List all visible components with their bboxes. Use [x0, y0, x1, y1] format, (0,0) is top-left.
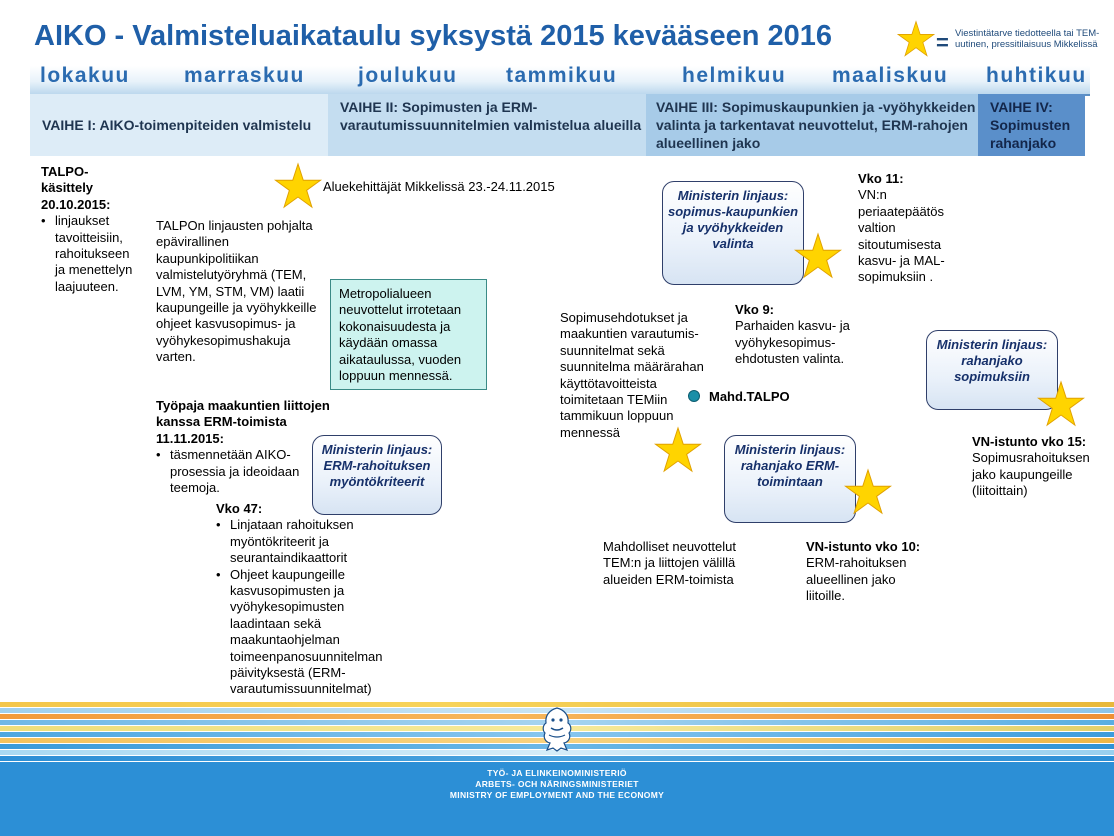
lion-emblem-icon	[537, 704, 577, 754]
milestone-dot-icon	[688, 390, 700, 402]
talpo-block	[41, 164, 136, 295]
phase-1: VAIHE I: AIKO-toimenpiteiden valmistelu	[30, 94, 328, 156]
metropoli-box: Metropolialueen neuvottelut irrotetaan kokonaisuudesta ja käydään omassa aikataulussa, vuoden loppuun mennessä.	[330, 279, 487, 390]
vko10-heading: VN-istunto vko 10:	[806, 539, 921, 554]
vko11-heading: Vko 11:	[858, 171, 904, 186]
vko9-block	[735, 302, 865, 368]
phase-3: VAIHE III: Sopimuskaupunkien ja -vyöhykkeiden valinta ja tarkentavat neuvottelut, ERM-rahojen alueellinen jako	[646, 94, 978, 156]
star-icon	[274, 162, 322, 210]
vko9-heading: Vko 9:	[735, 302, 775, 317]
footer-ministry-name	[300, 768, 814, 801]
vko47-block	[216, 501, 396, 698]
footer-line: MINISTRY OF EMPLOYMENT AND THE ECONOMY	[449, 790, 665, 800]
tyopaja-bullet: • täsmennetään AIKO-prosessia ja ideoidaan teemoja.	[156, 447, 320, 496]
vko15-block	[972, 434, 1112, 500]
page-title: AIKO - Valmisteluaikataulu syksystä 2015 kevääseen 2016	[34, 20, 832, 52]
month-label: tammikuu	[506, 64, 618, 87]
month-label: joulukuu	[358, 64, 458, 87]
mahd-talpo-label: Mahd.TALPO	[709, 389, 790, 404]
talpo-bullet: • linjaukset tavoitteisiin, rahoitukseen ja menettelyn laajuuteen.	[41, 213, 136, 295]
aluekehittajat-text: Aluekehittäjät Mikkelissä 23.-24.11.2015	[323, 179, 555, 194]
vko15-text: Sopimusrahoituksen jako kaupungeille (liitoittain)	[972, 450, 1090, 499]
month-label: huhtikuu	[986, 64, 1087, 87]
phase-2: VAIHE II: Sopimusten ja ERM-varautumissuunnitelmien valmistelua alueilla	[328, 94, 646, 156]
legend-text: Viestintätarve tiedotteella tai TEM-uutinen, pressitilaisuus Mikkelissä	[955, 28, 1100, 50]
vko9-text: Parhaiden kasvu- ja vyöhykesopimus-ehdotusten valinta.	[735, 318, 850, 367]
star-icon	[1037, 380, 1085, 428]
tyopaja-heading: Työpaja maakuntien liittojen kanssa ERM-toimista 11.11.2015:	[156, 398, 330, 446]
month-label: lokakuu	[40, 64, 130, 87]
ministerin-rahanjako-sopimukset-box: Ministerin linjaus: rahanjako sopimuksiin	[926, 330, 1058, 410]
talpo-heading: TALPO-käsittely 20.10.2015:	[41, 164, 111, 212]
star-icon	[654, 426, 702, 474]
footer-line: TYÖ- JA ELINKEINOMINISTERIÖ	[487, 768, 627, 778]
ministerin-sopimuskaupungit-box: Ministerin linjaus: sopimus-kaupunkien ja vyöhykkeiden valinta	[662, 181, 804, 285]
vko11-block	[858, 171, 958, 286]
month-label: marraskuu	[184, 64, 305, 87]
neuvottelut-text: Mahdolliset neuvottelut TEM:n ja liittojen välillä alueiden ERM-toimista	[603, 539, 736, 587]
footer-line: ARBETS- OCH NÄRINGSMINISTERIET	[475, 779, 639, 789]
ministerin-myontokriteerit-box: Ministerin linjaus: ERM-rahoituksen myöntökriteerit	[312, 435, 442, 515]
star-icon	[844, 468, 892, 516]
sopimusehdotukset-text: Sopimusehdotukset ja maakuntien varautumis-suunnitelmat sekä suunnitelma määrärahan käyttötavoitteista toimitetaan TEMiin tammikuun loppuun mennessä	[560, 310, 704, 440]
ministerin-rahanjako-erm-box: Ministerin linjaus: rahanjako ERM-toimintaan	[724, 435, 856, 523]
vko47-bullet: • Linjataan rahoituksen myöntökriteerit ja seurantaindikaattorit	[216, 517, 396, 566]
vko10-text: ERM-rahoituksen alueellinen jako liitoille.	[806, 555, 907, 604]
vko15-heading: VN-istunto vko 15:	[972, 434, 1087, 449]
vko47-bullet: • Ohjeet kaupungeille kasvusopimusten ja vyöhykesopimusten laadintaan sekä maakuntaohjelman toimeenpanosuunnitelman päivityksestä (ERM-varautumissuunnitelmat)	[216, 567, 396, 698]
vko10-block	[806, 539, 936, 605]
month-label: maaliskuu	[832, 64, 949, 87]
star-icon	[794, 232, 842, 280]
legend-equals: =	[936, 30, 949, 55]
star-icon	[897, 20, 935, 58]
month-label: helmikuu	[682, 64, 787, 87]
vko47-heading: Vko 47:	[216, 501, 263, 516]
talpo-linjaus-text: TALPOn linjausten pohjalta epävirallinen kaupunkipolitiikan valmistelutyöryhmä (TEM, LVM, YM, STM, VM) laatii kaupungeille ja vyöhykkeille ohjeet kasvusopimus- ja vyöhykesopimushakuja varten.	[156, 218, 317, 365]
vko11-text: VN:n periaatepäätös valtion sitoutumisesta kasvu- ja MAL-sopimuksiin .	[858, 187, 945, 285]
phase-4: VAIHE IV: Sopimusten rahanjako	[978, 94, 1085, 156]
